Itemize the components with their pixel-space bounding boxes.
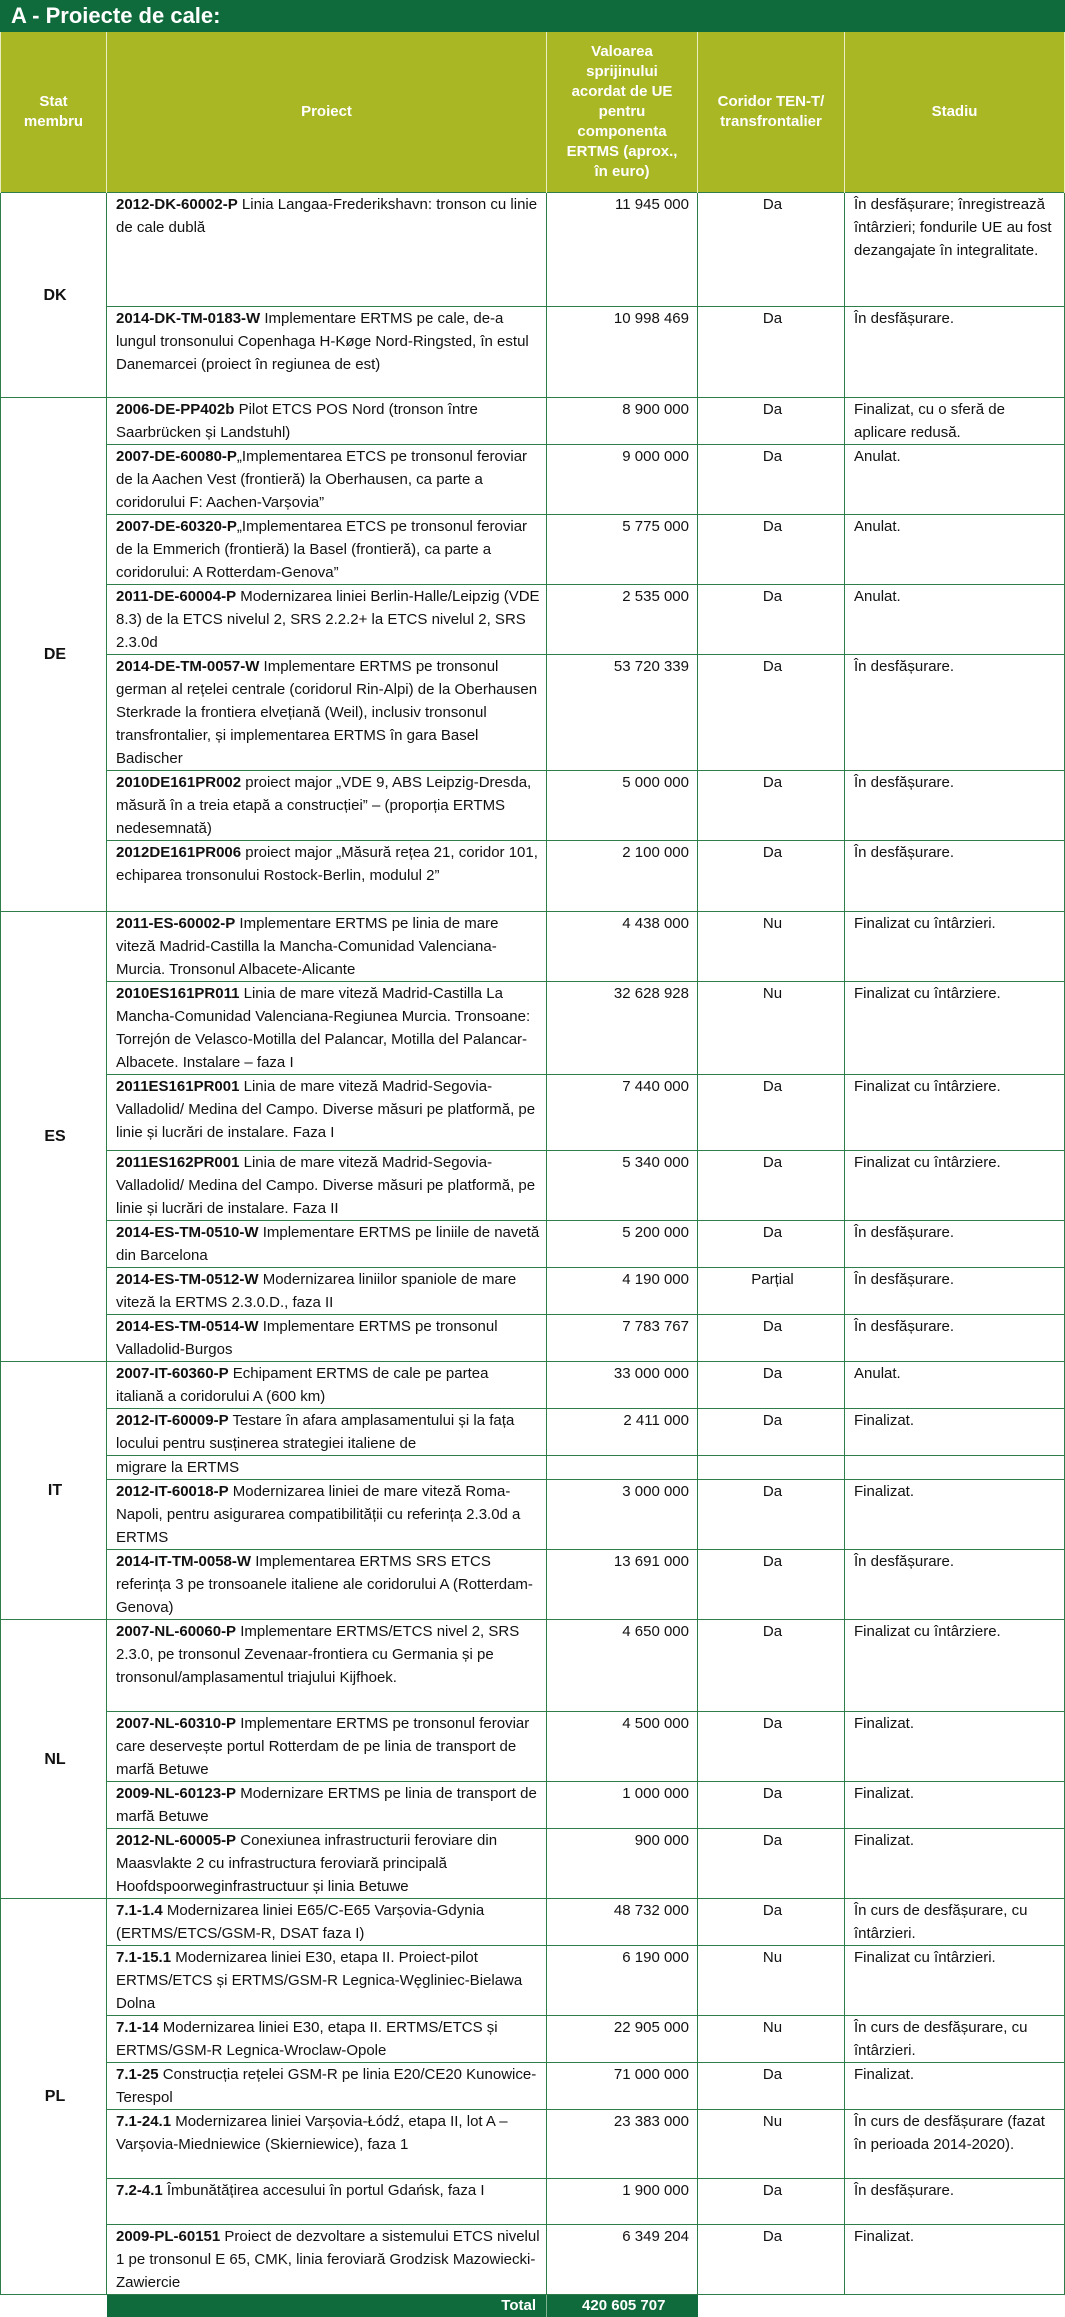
project-cell <box>107 2016 547 2063</box>
corridor-cell: Da <box>698 771 845 841</box>
status-cell: În curs de desfășurare, cu întârzieri. <box>845 2016 1065 2063</box>
corridor-cell: Da <box>698 1075 845 1151</box>
corridor-cell: Da <box>698 841 845 912</box>
corridor-cell: Da <box>698 1712 845 1782</box>
eu-support-value: 4 190 000 <box>547 1268 698 1315</box>
project-description: Testare în afara amplasamentului și la fața locului pentru susținerea strategiei italiene de <box>116 1412 518 1452</box>
header-corridor: Coridor TEN-T/ transfrontalier <box>698 32 845 193</box>
project-cell <box>107 2110 547 2179</box>
project-description: Implementare ERTMS pe tronsonul Valladolid-Burgos <box>116 1318 502 1358</box>
status-cell: În desfășurare. <box>845 841 1065 912</box>
table-row <box>1 2110 1065 2179</box>
project-cell <box>107 655 547 771</box>
project-description: Linia de mare viteză Madrid-Castilla La Mancha-Comunidad Valenciana-Regiunea Murcia. Tronsoane: Torrejón de Velasco-Motilla del Palancar, Motilla del Palancar-Albacete. Instalare – faza I <box>116 985 534 1071</box>
project-cell <box>107 398 547 445</box>
status-cell: În desfășurare. <box>845 1268 1065 1315</box>
project-code: 2014-ES-TM-0514-W <box>116 1318 259 1335</box>
member-state-cell: IT <box>1 1362 107 1620</box>
status-cell: În desfășurare. <box>845 1550 1065 1620</box>
corridor-cell: Da <box>698 515 845 585</box>
project-description: Linia de mare viteză Madrid-Segovia-Valladolid/ Medina del Campo. Diverse măsuri pe platformă, pe linie și lucrări de instalare. Faza II <box>116 1154 539 1217</box>
table-row <box>1 585 1065 655</box>
project-code: 2007-NL-60060-P <box>116 1623 236 1640</box>
eu-support-value: 71 000 000 <box>547 2063 698 2110</box>
project-description: Implementare ERTMS pe tronsonul feroviar care deservește portul Rotterdam de pe linia de transport de marfă Betuwe <box>116 1715 533 1778</box>
status-cell: În desfășurare. <box>845 1315 1065 1362</box>
table-row <box>1 1550 1065 1620</box>
status-cell <box>845 1456 1065 1480</box>
eu-support-value: 900 000 <box>547 1829 698 1899</box>
corridor-cell: Da <box>698 193 845 307</box>
table-row <box>1 1456 1065 1480</box>
project-code: 2012DE161PR006 <box>116 844 241 861</box>
eu-support-value: 33 000 000 <box>547 1362 698 1409</box>
total-value: 420 605 707 <box>547 2295 698 2317</box>
project-code: 2010ES161PR011 <box>116 985 239 1002</box>
status-cell: În desfășurare. <box>845 655 1065 771</box>
table-row <box>1 445 1065 515</box>
member-state-cell: NL <box>1 1620 107 1899</box>
project-cell <box>107 1221 547 1268</box>
project-cell <box>107 1456 547 1480</box>
eu-support-value: 13 691 000 <box>547 1550 698 1620</box>
table-row <box>1 2225 1065 2295</box>
table-row <box>1 1409 1065 1456</box>
corridor-cell: Da <box>698 1829 845 1899</box>
project-code: 2007-IT-60360-P <box>116 1365 229 1382</box>
table-row <box>1 1315 1065 1362</box>
project-description: Implementare ERTMS pe liniile de navetă din Barcelona <box>116 1224 543 1264</box>
corridor-cell: Da <box>698 2225 845 2295</box>
project-description: Linia Langaa-Frederikshavn: tronson cu linie de cale dublă <box>116 196 541 236</box>
project-code: 2011-ES-60002-P <box>116 915 235 932</box>
table-row <box>1 398 1065 445</box>
table-header-row <box>1 32 1065 193</box>
table-row <box>1 1782 1065 1829</box>
project-code: 2014-IT-TM-0058-W <box>116 1553 251 1570</box>
member-state-cell: PL <box>1 1899 107 2295</box>
project-code: 2014-DK-TM-0183-W <box>116 310 260 327</box>
project-cell <box>107 982 547 1075</box>
project-description: Implementare ERTMS pe linia de mare viteză Madrid-Castilla la Mancha-Comunidad Valenciana-Murcia. Tronsonul Albacete-Alicante <box>116 915 503 978</box>
status-cell: Finalizat. <box>845 1409 1065 1456</box>
corridor-cell: Da <box>698 445 845 515</box>
project-description: Linia de mare viteză Madrid-Segovia-Valladolid/ Medina del Campo. Diverse măsuri pe platformă, pe linie și lucrări de instalare. Faza I <box>116 1078 539 1141</box>
project-code: 2011-DE-60004-P <box>116 588 236 605</box>
eu-support-value: 5 000 000 <box>547 771 698 841</box>
eu-support-value: 48 732 000 <box>547 1899 698 1946</box>
corridor-cell: Da <box>698 2179 845 2225</box>
project-code: 2014-ES-TM-0510-W <box>116 1224 259 1241</box>
project-code: 2006-DE-PP402b <box>116 401 234 418</box>
table-row <box>1 2179 1065 2225</box>
corridor-cell: Da <box>698 1221 845 1268</box>
corridor-cell: Nu <box>698 912 845 982</box>
table-row <box>1 1712 1065 1782</box>
project-cell <box>107 2225 547 2295</box>
project-cell <box>107 841 547 912</box>
eu-support-value: 5 200 000 <box>547 1221 698 1268</box>
project-code: 7.2-4.1 <box>116 2182 163 2199</box>
eu-support-value: 10 998 469 <box>547 307 698 398</box>
eu-support-value: 2 535 000 <box>547 585 698 655</box>
eu-support-value: 5 340 000 <box>547 1151 698 1221</box>
eu-support-value: 8 900 000 <box>547 398 698 445</box>
status-cell: Finalizat. <box>845 2063 1065 2110</box>
project-description: Implementare ERTMS/ETCS nivel 2, SRS 2.3.0, pe tronsonul Zevenaar-frontiera cu Germania și pe tronsonul/amplasamentul triajului Kijfhoek. <box>116 1623 523 1686</box>
header-value: Valoarea sprijinului acordat de UE pentru componenta ERTMS (aprox., în euro) <box>547 32 698 193</box>
status-cell: Finalizat. <box>845 1782 1065 1829</box>
header-status: Stadiu <box>845 32 1065 193</box>
table-row <box>1 1268 1065 1315</box>
eu-support-value: 1 000 000 <box>547 1782 698 1829</box>
corridor-cell <box>698 1456 845 1480</box>
project-cell <box>107 515 547 585</box>
project-description: „Implementarea ETCS pe tronsonul feroviar de la Emmerich (frontieră) la Basel (frontieră), ca parte a coridorului: A Rotterdam-Genova” <box>116 518 531 581</box>
eu-support-value: 6 190 000 <box>547 1946 698 2016</box>
corridor-cell: Da <box>698 307 845 398</box>
status-cell: Anulat. <box>845 515 1065 585</box>
eu-support-value: 23 383 000 <box>547 2110 698 2179</box>
project-description: Modernizarea liniei de mare viteză Roma-Napoli, pentru asigurarea compatibilității cu referința 2.3.0d a ERTMS <box>116 1483 525 1546</box>
status-cell: Finalizat cu întârziere. <box>845 1620 1065 1712</box>
table-row <box>1 1362 1065 1409</box>
corridor-cell: Da <box>698 2063 845 2110</box>
corridor-cell: Nu <box>698 1946 845 2016</box>
status-cell: Finalizat cu întârziere. <box>845 1151 1065 1221</box>
corridor-cell: Da <box>698 1899 845 1946</box>
table-row <box>1 2063 1065 2110</box>
project-cell <box>107 307 547 398</box>
corridor-cell: Da <box>698 1409 845 1456</box>
project-description: Modernizarea liniei Varșovia-Łódź, etapa II, lot A – Varșovia-Miedniewice (Skierniewice), faza 1 <box>116 2113 512 2153</box>
project-description: Modernizare ERTMS pe linia de transport de marfă Betuwe <box>116 1785 541 1825</box>
status-cell: Finalizat cu întârzieri. <box>845 1946 1065 2016</box>
project-cell <box>107 445 547 515</box>
status-cell: Anulat. <box>845 445 1065 515</box>
member-state-cell: DK <box>1 193 107 398</box>
project-description: Implementare ERTMS pe cale, de-a lungul tronsonului Copenhaga H-Køge Nord-Ringsted, în estul Danemarcei (proiect în regiunea de est) <box>116 310 533 373</box>
table-row <box>1 193 1065 307</box>
table-row <box>1 771 1065 841</box>
status-cell: Finalizat. <box>845 1480 1065 1550</box>
corridor-cell: Nu <box>698 982 845 1075</box>
status-cell: Finalizat. <box>845 1712 1065 1782</box>
eu-support-value: 5 775 000 <box>547 515 698 585</box>
project-description: Modernizarea liniei E30, etapa II. ERTMS/ETCS și ERTMS/GSM-R Legnica-Wroclaw-Opole <box>116 2019 502 2059</box>
status-cell: În desfășurare. <box>845 307 1065 398</box>
table-row <box>1 1899 1065 1946</box>
project-cell <box>107 1829 547 1899</box>
project-description: Implementare ERTMS pe tronsonul german al rețelei centrale (coridorul Rin-Alpi) de la Oberhausen Sterkrade la frontiera elvețiană (Weil), inclusiv tronsonul transfrontalier, și implementarea ERTMS în gara Basel Badischer <box>116 658 541 767</box>
project-description: Proiect de dezvoltare a sistemului ETCS nivelul 1 pe tronsonul E 65, CMK, linia feroviară Grodzisk Mazowiecki-Zawiercie <box>116 2228 544 2291</box>
status-cell: În desfășurare; înregistrează întârzieri; fondurile UE au fost dezangajate în integralitate. <box>845 193 1065 307</box>
project-code: 2012-DK-60002-P <box>116 196 238 213</box>
table-row <box>1 982 1065 1075</box>
status-cell: Finalizat. <box>845 2225 1065 2295</box>
corridor-cell: Da <box>698 1782 845 1829</box>
project-code: 2009-PL-60151 <box>116 2228 220 2245</box>
project-cell <box>107 585 547 655</box>
project-code: 7.1-25 <box>116 2066 159 2083</box>
project-description: Modernizarea liniei Berlin-Halle/Leipzig (VDE 8.3) de la ETCS nivelul 2, SRS 2.2.2+ la ETCS nivelul 2, SRS 2.3.0d <box>116 588 544 651</box>
project-description: Pilot ETCS POS Nord (tronson între Saarbrücken și Landstuhl) <box>116 401 482 441</box>
member-state-cell: DE <box>1 398 107 912</box>
eu-support-value: 6 349 204 <box>547 2225 698 2295</box>
table-row <box>1 1946 1065 2016</box>
eu-support-value: 7 440 000 <box>547 1075 698 1151</box>
table-row <box>1 655 1065 771</box>
eu-support-value: 4 650 000 <box>547 1620 698 1712</box>
project-description: proiect major „Măsură rețea 21, coridor 101, echiparea tronsonului Rostock-Berlin, modulul 2” <box>116 844 542 884</box>
project-description: Modernizarea liniilor spaniole de mare viteză la ERTMS 2.3.0.D., faza II <box>116 1271 520 1311</box>
table-body <box>1 193 1065 2317</box>
project-cell <box>107 1782 547 1829</box>
project-cell <box>107 1409 547 1456</box>
project-cell <box>107 1946 547 2016</box>
project-cell <box>107 1620 547 1712</box>
project-code: 2007-NL-60310-P <box>116 1715 236 1732</box>
project-code: 2012-NL-60005-P <box>116 1832 236 1849</box>
eu-support-value: 53 720 339 <box>547 655 698 771</box>
projects-table <box>0 32 1065 2317</box>
status-cell: Finalizat cu întârziere. <box>845 1075 1065 1151</box>
project-description: Implementarea ERTMS SRS ETCS referința 3 pe tronsoanele italiene ale coridorului A (Rotterdam-Genova) <box>116 1553 533 1616</box>
project-code: 2014-DE-TM-0057-W <box>116 658 259 675</box>
project-code: 2010DE161PR002 <box>116 774 241 791</box>
status-cell: Anulat. <box>845 585 1065 655</box>
project-code: 2009-NL-60123-P <box>116 1785 236 1802</box>
table-row <box>1 841 1065 912</box>
table-row <box>1 2016 1065 2063</box>
header-project: Proiect <box>107 32 547 193</box>
project-description: Construcția rețelei GSM-R pe linia E20/CE20 Kunowice-Terespol <box>116 2066 536 2106</box>
project-code: 7.1-15.1 <box>116 1949 171 1966</box>
project-description: Îmbunătățirea accesului în portul Gdańsk, faza I <box>163 2182 485 2199</box>
eu-support-value: 32 628 928 <box>547 982 698 1075</box>
status-cell: Finalizat, cu o sferă de aplicare redusă. <box>845 398 1065 445</box>
eu-support-value <box>547 1456 698 1480</box>
table-row <box>1 1075 1065 1151</box>
corridor-cell: Da <box>698 585 845 655</box>
project-code: 2014-ES-TM-0512-W <box>116 1271 259 1288</box>
corridor-cell: Da <box>698 1620 845 1712</box>
status-cell: Finalizat cu întârzieri. <box>845 912 1065 982</box>
project-code: 2011ES162PR001 <box>116 1154 239 1171</box>
section-title: A - Proiecte de cale: <box>0 0 1065 32</box>
project-cell <box>107 771 547 841</box>
table-row <box>1 1151 1065 1221</box>
project-code: 7.1-14 <box>116 2019 159 2036</box>
table-row <box>1 307 1065 398</box>
eu-support-value: 2 100 000 <box>547 841 698 912</box>
project-description: Modernizarea liniei E65/C-E65 Varșovia-Gdynia (ERTMS/ETCS/GSM-R, DSAT faza I) <box>116 1902 488 1942</box>
eu-support-value: 4 438 000 <box>547 912 698 982</box>
project-cell <box>107 1550 547 1620</box>
project-code: 2012-IT-60009-P <box>116 1412 229 1429</box>
status-cell: Finalizat cu întârziere. <box>845 982 1065 1075</box>
corridor-cell: Da <box>698 1362 845 1409</box>
project-description: Conexiunea infrastructurii feroviare din Maasvlakte 2 cu infrastructura feroviară principală Hoofdspoorweginfrastructuur și linia Betuwe <box>116 1832 501 1895</box>
project-cell <box>107 193 547 307</box>
project-cell <box>107 1268 547 1315</box>
project-code: 7.1-1.4 <box>116 1902 163 1919</box>
project-cell <box>107 2179 547 2225</box>
project-description: migrare la ERTMS <box>116 1459 239 1476</box>
corridor-cell: Nu <box>698 2110 845 2179</box>
project-cell <box>107 912 547 982</box>
project-cell <box>107 1362 547 1409</box>
status-cell: În desfășurare. <box>845 771 1065 841</box>
eu-support-value: 22 905 000 <box>547 2016 698 2063</box>
status-cell: În curs de desfășurare (fazat în perioada 2014-2020). <box>845 2110 1065 2179</box>
header-state: Stat membru <box>1 32 107 193</box>
project-description: Modernizarea liniei E30, etapa II. Proiect-pilot ERTMS/ETCS și ERTMS/GSM-R Legnica-Węgliniec-Bielawa Dolna <box>116 1949 526 2012</box>
table-row <box>1 1829 1065 1899</box>
eu-support-value: 1 900 000 <box>547 2179 698 2225</box>
table-row <box>1 1480 1065 1550</box>
project-cell <box>107 1480 547 1550</box>
project-code: 2011ES161PR001 <box>116 1078 239 1095</box>
project-cell <box>107 1315 547 1362</box>
total-spacer-right <box>698 2295 1065 2317</box>
project-cell <box>107 1712 547 1782</box>
project-description: „Implementarea ETCS pe tronsonul feroviar de la Aachen Vest (frontieră) la Oberhausen, ca parte a coridorului F: Aachen-Varșovia” <box>116 448 531 511</box>
eu-support-value: 4 500 000 <box>547 1712 698 1782</box>
project-cell <box>107 1899 547 1946</box>
status-cell: Anulat. <box>845 1362 1065 1409</box>
corridor-cell: Da <box>698 1550 845 1620</box>
corridor-cell: Da <box>698 655 845 771</box>
project-cell <box>107 1151 547 1221</box>
corridor-cell: Da <box>698 1480 845 1550</box>
project-description: Echipament ERTMS de cale pe partea italiană a coridorului A (600 km) <box>116 1365 493 1405</box>
corridor-cell: Da <box>698 1151 845 1221</box>
project-cell <box>107 1075 547 1151</box>
corridor-cell: Da <box>698 398 845 445</box>
project-code: 2012-IT-60018-P <box>116 1483 229 1500</box>
member-state-cell: ES <box>1 912 107 1362</box>
eu-support-value: 7 783 767 <box>547 1315 698 1362</box>
status-cell: În desfășurare. <box>845 1221 1065 1268</box>
eu-support-value: 9 000 000 <box>547 445 698 515</box>
eu-support-value: 2 411 000 <box>547 1409 698 1456</box>
status-cell: În curs de desfășurare, cu întârzieri. <box>845 1899 1065 1946</box>
corridor-cell: Nu <box>698 2016 845 2063</box>
table-row <box>1 912 1065 982</box>
corridor-cell: Parțial <box>698 1268 845 1315</box>
project-code: 2007-DE-60320-P <box>116 518 237 535</box>
corridor-cell: Da <box>698 1315 845 1362</box>
status-cell: Finalizat. <box>845 1829 1065 1899</box>
project-code: 2007-DE-60080-P <box>116 448 237 465</box>
project-cell <box>107 2063 547 2110</box>
table-row <box>1 1221 1065 1268</box>
total-row <box>1 2295 1065 2317</box>
eu-support-value: 11 945 000 <box>547 193 698 307</box>
table-row <box>1 515 1065 585</box>
total-label: Total <box>107 2295 547 2317</box>
eu-support-value: 3 000 000 <box>547 1480 698 1550</box>
project-description: proiect major „VDE 9, ABS Leipzig-Dresda, măsură în a treia etapă a construcției” – (proporția ERTMS nedesemnată) <box>116 774 535 837</box>
table-row <box>1 1620 1065 1712</box>
total-spacer <box>1 2295 107 2317</box>
project-code: 7.1-24.1 <box>116 2113 171 2130</box>
status-cell: În desfășurare. <box>845 2179 1065 2225</box>
